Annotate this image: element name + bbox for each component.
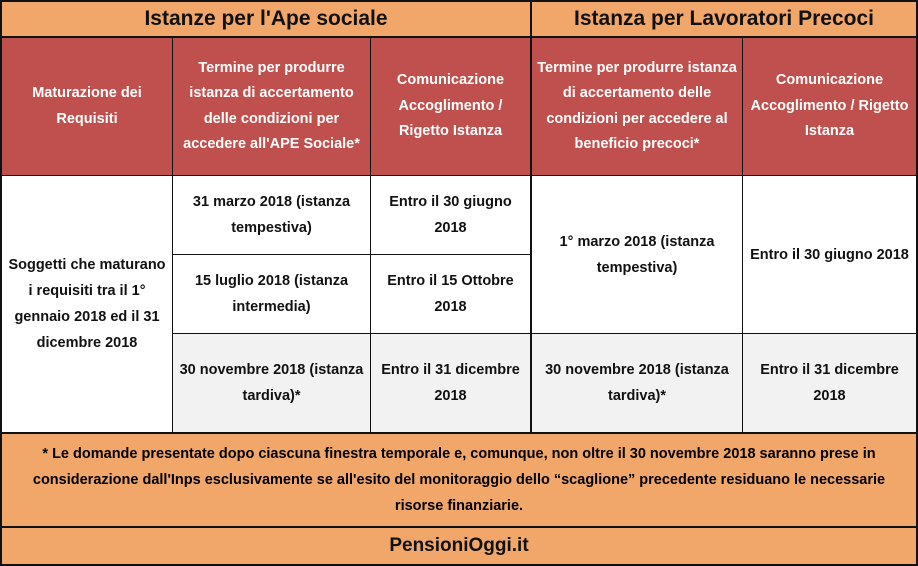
column-header-comunicazione-precoci: Comunicazione Accoglimento / Rigetto Istanza — [742, 38, 918, 175]
ape-tardiva-esito-cell: Entro il 31 dicembre 2018 — [370, 333, 530, 432]
precoci-tempestiva-cell: 1° marzo 2018 (istanza tempestiva) — [530, 175, 742, 333]
row-label-soggetti: Soggetti che maturano i requisiti tra il 1° gennaio 2018 ed il 31 dicembre 2018 — [0, 175, 172, 432]
ape-tempestiva-cell: 31 marzo 2018 (istanza tempestiva) — [172, 175, 370, 254]
ape-sociale-title: Istanze per l'Ape sociale — [0, 0, 530, 38]
column-header-comunicazione-ape: Comunicazione Accoglimento / Rigetto Istanza — [370, 38, 530, 175]
ape-tempestiva-esito-cell: Entro il 30 giugno 2018 — [370, 175, 530, 254]
column-header-termine-precoci: Termine per produrre istanza di accertamento delle condizioni per accedere al beneficio precoci* — [530, 38, 742, 175]
ape-intermedia-esito-cell: Entro il 15 Ottobre 2018 — [370, 254, 530, 333]
precoci-tardiva-cell: 30 novembre 2018 (istanza tardiva)* — [530, 333, 742, 432]
precoci-title: Istanza per Lavoratori Precoci — [530, 0, 918, 38]
precoci-tempestiva-esito-cell: Entro il 30 giugno 2018 — [742, 175, 918, 333]
footnote: * Le domande presentate dopo ciascuna finestra temporale e, comunque, non oltre il 30 novembre 2018 saranno prese in considerazione dall'Inps esclusivamente se all'esito del monitoraggio dello “scaglione” precedente residuano le necessarie risorse finanziarie. — [0, 432, 918, 526]
column-header-maturazione: Maturazione dei Requisiti — [0, 38, 172, 175]
ape-tardiva-cell: 30 novembre 2018 (istanza tardiva)* — [172, 333, 370, 432]
ape-intermedia-cell: 15 luglio 2018 (istanza intermedia) — [172, 254, 370, 333]
precoci-tardiva-esito-cell: Entro il 31 dicembre 2018 — [742, 333, 918, 432]
column-header-termine-ape: Termine per produrre istanza di accertamento delle condizioni per accedere all'APE Sociale* — [172, 38, 370, 175]
footer-brand: PensioniOggi.it — [0, 526, 918, 566]
